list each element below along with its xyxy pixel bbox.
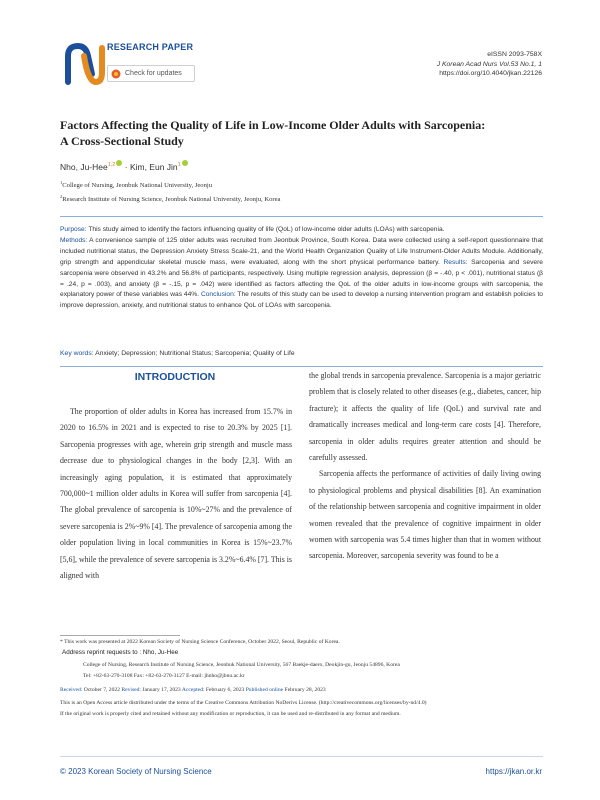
- affiliation-2: Research Institute of Nursing Science, Jeonbuk National University, Jeonju, Korea: [62, 195, 281, 203]
- revised-date: January 17, 2023: [140, 687, 182, 693]
- section-heading-introduction: INTRODUCTION: [134, 371, 216, 383]
- footer-url[interactable]: https://jkan.or.kr: [485, 767, 542, 776]
- journal-logo: [62, 42, 106, 86]
- published-label: Published online: [245, 687, 284, 693]
- article-type-label: RESEARCH PAPER: [107, 42, 194, 52]
- intro-paragraph-1-cont: the global trends in sarcopenia prevalence. Sarcopenia is a major geriatric problem that is closely related to other diseases (e.g., diabetes, cancer, hip fracture); it affects the quality of life (QoL) and survival rate and dramatically increases medical and long-term care costs [4]. Therefore, sarcopenia in older adults requires greater attention and should be carefully assessed.: [309, 371, 541, 463]
- methods-label: Methods:: [60, 236, 88, 244]
- methods-text: A convenience sample of 125 older adults was recruited from Jeonbuk Province, South Korea. Data were collected using a self-report questionnaire that included nutritional status, the Depression Anxiety Stress Scale-21, and the World Health Organization Quality of Life Instrument-Older Adults Module. Additionally, grip strength and appendicular skeletal muscle mass, were evaluated, along with the short physical performance battery.: [60, 236, 543, 266]
- eissn: eISSN 2093-758X: [487, 51, 542, 58]
- results-label: Results:: [443, 258, 468, 266]
- title-line-2: A Cross-Sectional Study: [60, 134, 184, 148]
- title-line-1: Factors Affecting the Quality of Life in Low-Income Older Adults with Sarcopenia:: [60, 118, 486, 132]
- keywords: [60, 350, 543, 357]
- author-1-affil: 1,2: [107, 162, 116, 168]
- author-2-affil: 1: [177, 162, 181, 168]
- affiliation-1: College of Nursing, Jeonbuk National University, Jeonju: [62, 182, 212, 190]
- license-line-2: If the original work is properly cited and retained without any modification or reproduction, it can be used and re-distributed in any format and medium.: [60, 711, 401, 717]
- contact-line: Tel: +82-63-270-3108 Fax: +82-63-270-3127 E-mail: jhnho@jbnu.ac.kr: [83, 673, 245, 679]
- footnote-rule: [60, 635, 180, 636]
- presentation-footnote: * This work was presented at 2022 Korean Society of Nursing Science Conference, October 2022, Seoul, Republic of Korea.: [60, 639, 340, 645]
- conclusion-label: Conclusion:: [200, 291, 236, 299]
- affil-2-number: 2: [60, 193, 63, 199]
- crossmark-icon: [111, 69, 121, 79]
- keywords-label: Key words:: [60, 350, 94, 357]
- footer-rule: [60, 756, 543, 757]
- article-dates: [60, 687, 326, 693]
- check-for-updates-button[interactable]: [107, 65, 195, 82]
- reprint-address-heading: Address reprint requests to : Nho, Ju-Hee: [62, 649, 179, 656]
- doi-link[interactable]: https://doi.org/10.4040/jkan.22126: [439, 70, 542, 77]
- received-label: Received:: [60, 687, 83, 693]
- reprint-address: [83, 660, 400, 682]
- author-separator: ·: [122, 161, 130, 172]
- footer-copyright: © 2023 Korean Society of Nursing Science: [60, 767, 212, 776]
- purpose-text: This study aimed to identify the factors influencing quality of life (QoL) of low-income older adults (LOAs) with sarcopenia.: [86, 226, 445, 233]
- abstract: [60, 225, 543, 312]
- orcid-icon[interactable]: [182, 160, 188, 166]
- received-date: October 7, 2022: [82, 687, 122, 693]
- keywords-text: Anxiety; Depression; Nutritional Status; Sarcopenia; Quality of Life: [93, 350, 295, 357]
- article-title: [60, 117, 540, 149]
- license-line-1: This is an Open Access article distributed under the terms of the Creative Commons Attribution NoDerivs License. (http://creativecommons.org/licenses/by-nd/4.0): [60, 700, 427, 706]
- abstract-bottom-rule: [60, 366, 543, 367]
- license-statement: [60, 698, 545, 720]
- intro-paragraph-1: The proportion of older adults in Korea has increased from 15.7% in 2020 to 16.5% in 2021 and is expected to rise to 20.3% by 2025 [1]. Sarcopenia progresses with age, wherein grip strength and muscle mass decrease due to physiological changes in the body [2,3]. With an increasingly aging population, it is estimated that approximately 700,000~1 million older adults in Korea will suffer from sarcopenia [4]. The global prevalence of sarcopenia is 10%~27% and the prevalence of severe sarcopenia is 2%~9% [4]. The prevalence of sarcopenia among the older population living in local communities in Korea is 15%~23.7% [5,6], while the prevalence of severe sarcopenia is 3.2%~6.4% [7]. This is aligned with: [60, 407, 292, 581]
- affiliations: [60, 178, 280, 205]
- check-for-updates-label: Check for updates: [125, 70, 182, 77]
- revised-label: Revised:: [121, 687, 141, 693]
- accepted-date: February 6, 2023: [204, 687, 246, 693]
- journal-citation: J Korean Acad Nurs Vol.53 No.1, 1: [436, 60, 542, 68]
- address-line: College of Nursing, Research Institute of Nursing Science, Jeonbuk National University, 567 Baekje-daero, Deokjin-gu, Jeonju 54896, Korea: [83, 662, 400, 668]
- accepted-label: Accepted:: [181, 687, 205, 693]
- author-1[interactable]: Nho, Ju-Hee: [60, 161, 108, 172]
- abstract-top-rule: [60, 216, 543, 217]
- author-2[interactable]: Kim, Eun Jin: [129, 161, 178, 172]
- intro-paragraph-2: Sarcopenia affects the performance of activities of daily living owing to physiological problems and physical disabilities [8]. An examination of the relationship between sarcopenia and cognitive impairment in older women revealed that the prevalence of cognitive impairment in older women with sarcopenia was 5.4 times higher than that in women without sarcopenia. Moreover, sarcopenia severity was found to be a: [309, 469, 541, 561]
- left-column: [60, 404, 292, 584]
- affil-1-number: 1: [60, 180, 63, 185]
- results-text: Sarcopenia and severe sarcopenia were observed in 43.2% and 56.8% of participants, respectively. Using multiple regression analysis, depression (β = -.40, p < .001), nutritional status (β = .24, p = .003), and anxiety (β = -.15, p = .042) were identified as factors affecting the QoL of the older adults in low-income groups with sarcopenia, the explanatory power of these variables was 44%.: [60, 258, 543, 299]
- purpose-label: Purpose:: [60, 226, 87, 233]
- journal-meta: [437, 50, 542, 79]
- conclusion-text: The results of this study can be used to develop a nursing intervention program and establish policies to improve depression, anxiety, and nutritional status to enhance QoL of LOAs with sarcopenia.: [60, 291, 543, 310]
- right-column: [309, 368, 541, 565]
- authors: [60, 160, 188, 172]
- published-date: February 28, 2023: [283, 687, 326, 693]
